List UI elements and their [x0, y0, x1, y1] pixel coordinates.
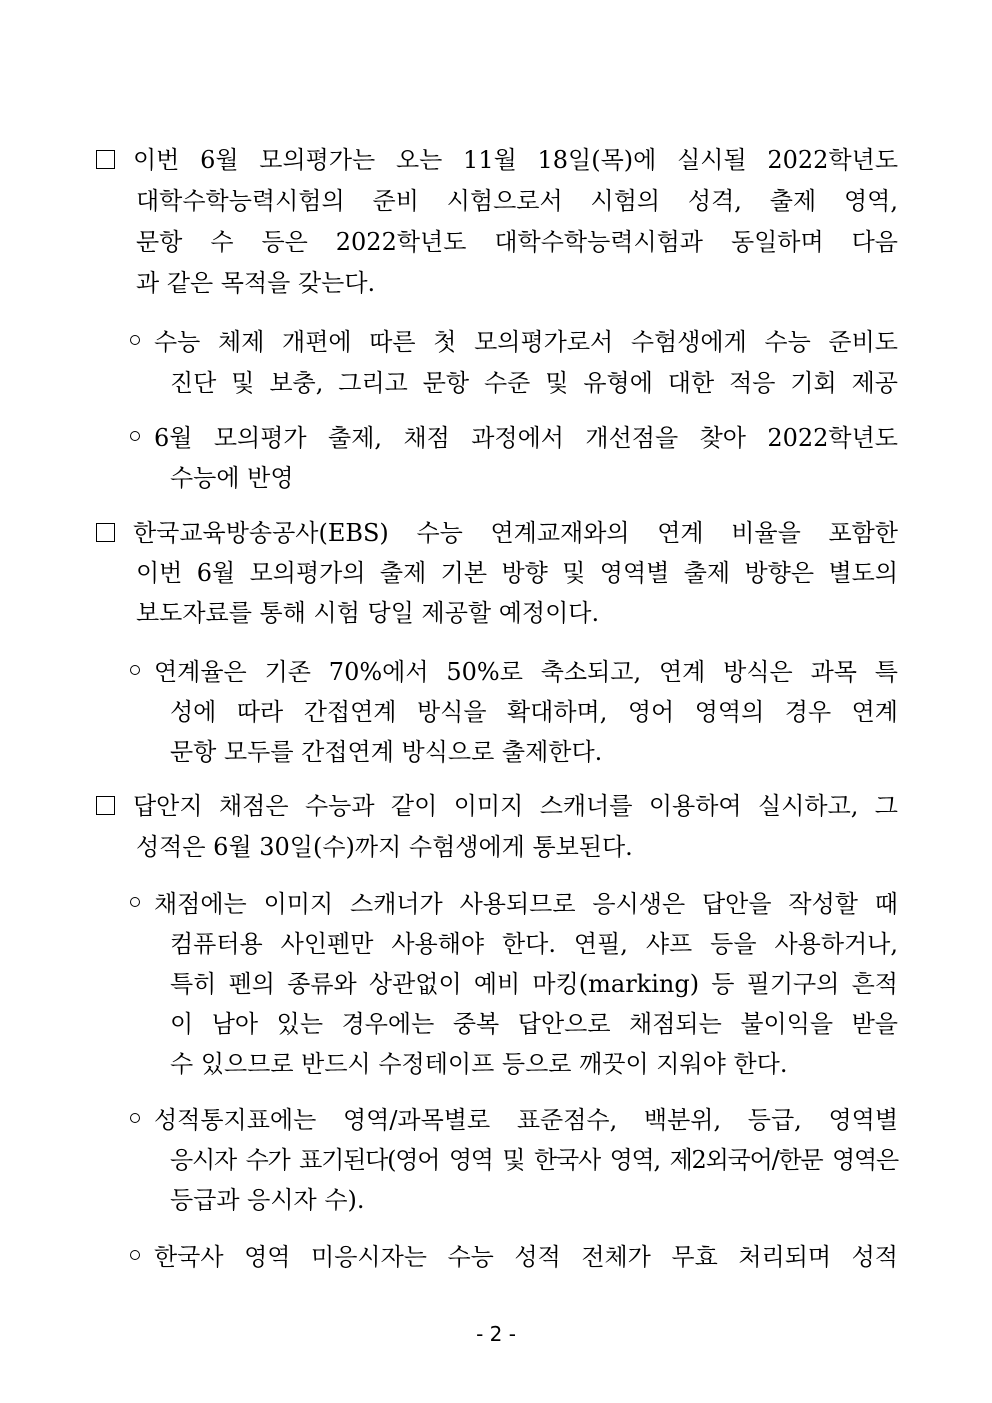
section-3-bullet-1-line-4: 이 남아 있는 경우에는 중복 답안으로 채점되는 불이익을 받을 — [170, 1010, 898, 1038]
section-3-line-1: 답안지 채점은 수능과 같이 이미지 스캐너를 이용하여 실시하고, 그 — [96, 789, 898, 823]
section-1-line-3: 문항 수 등은 2022학년도 대학수학능력시험과 동일하며 다음 — [136, 228, 898, 256]
bullet-circle-icon — [130, 665, 140, 675]
section-2-line-1: 한국교육방송공사(EBS) 수능 연계교재와의 연계 비율을 포함한 — [96, 516, 898, 550]
bullet-circle-icon — [130, 1250, 140, 1260]
section-2-line-3: 보도자료를 통해 시험 당일 제공할 예정이다. — [136, 599, 600, 627]
section-3-bullet-1-line-3: 특히 펜의 종류와 상관없이 예비 마킹(marking) 등 필기구의 흔적 — [170, 970, 898, 998]
section-3-bullet-2-line-3: 등급과 응시자 수). — [170, 1186, 365, 1214]
section-3-bullet-1-line-2: 컴퓨터용 사인펜만 사용해야 한다. 연필, 샤프 등을 사용하거나, — [170, 930, 898, 958]
section-2-line-2: 이번 6월 모의평가의 출제 기본 방향 및 영역별 출제 방향은 별도의 — [136, 559, 898, 587]
checkbox-square-icon — [96, 523, 115, 542]
bullet-circle-icon — [130, 1113, 140, 1123]
section-1-line-2: 대학수학능력시험의 준비 시험으로서 시험의 성격, 출제 영역, — [136, 187, 898, 215]
section-2-bullet-1-line-2: 성에 따라 간접연계 방식을 확대하며, 영어 영역의 경우 연계 — [170, 698, 898, 726]
section-3-bullet-2-line-1: 성적통지표에는 영역/과목별로 표준점수, 백분위, 등급, 영역별 — [130, 1103, 898, 1137]
bullet-circle-icon — [130, 335, 140, 345]
section-3-bullet-3-line-1: 한국사 영역 미응시자는 수능 성적 전체가 무효 처리되며 성적 — [130, 1240, 898, 1274]
checkbox-square-icon — [96, 796, 115, 815]
section-1-bullet-1-line-2: 진단 및 보충, 그리고 문항 수준 및 유형에 대한 적응 기회 제공 — [170, 369, 898, 397]
section-1-bullet-1-line-1: 수능 체제 개편에 따른 첫 모의평가로서 수험생에게 수능 준비도 — [130, 325, 898, 359]
section-2-bullet-1-line-3: 문항 모두를 간접연계 방식으로 출제한다. — [170, 738, 603, 766]
checkbox-square-icon — [96, 150, 115, 169]
page-number: - 2 - — [476, 1322, 516, 1346]
section-3-bullet-1-line-1: 채점에는 이미지 스캐너가 사용되므로 응시생은 답안을 작성할 때 — [130, 887, 898, 921]
section-1-bullet-2-line-2: 수능에 반영 — [170, 464, 294, 492]
section-1-bullet-2-line-1: 6월 모의평가 출제, 채점 과정에서 개선점을 찾아 2022학년도 — [130, 421, 898, 455]
bullet-circle-icon — [130, 431, 140, 441]
section-3-bullet-2-line-2: 응시자 수가 표기된다(영어 영역 및 한국사 영역, 제2외국어/한문 영역은 — [170, 1146, 898, 1174]
section-1-line-1: 이번 6월 모의평가는 오는 11월 18일(목)에 실시될 2022학년도 — [96, 143, 898, 177]
section-3-line-2: 성적은 6월 30일(수)까지 수험생에게 통보된다. — [136, 833, 633, 861]
section-2-bullet-1-line-1: 연계율은 기존 70%에서 50%로 축소되고, 연계 방식은 과목 특 — [130, 655, 898, 689]
section-3-bullet-1-line-5: 수 있으므로 반드시 수정테이프 등으로 깨끗이 지워야 한다. — [170, 1050, 788, 1078]
section-1-line-4: 과 같은 목적을 갖는다. — [136, 269, 376, 297]
bullet-circle-icon — [130, 897, 140, 907]
